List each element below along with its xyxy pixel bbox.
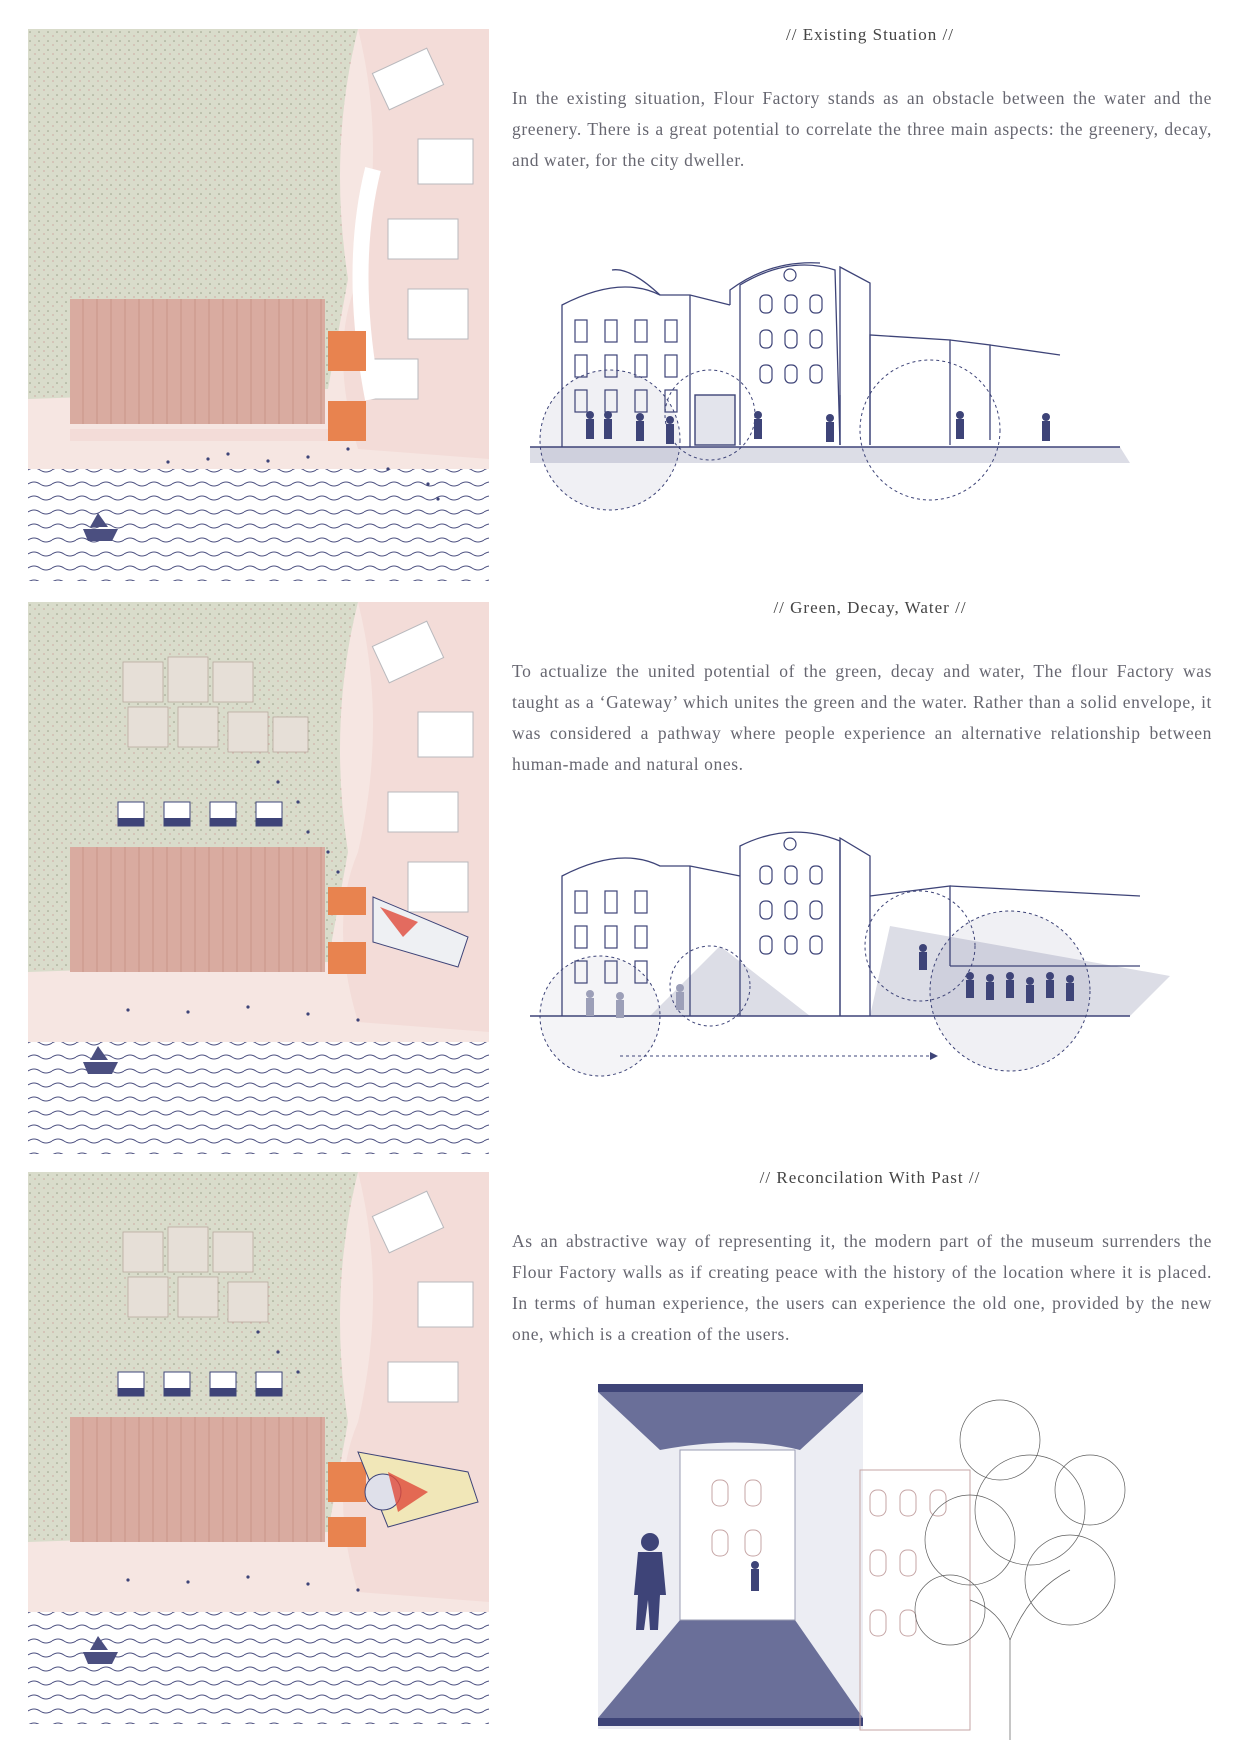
section-title: // Existing Stuation // — [786, 25, 954, 44]
section-green-decay-water — [0, 598, 1241, 1158]
section-body: In the existing situation, Flour Factory stands as an obstacle between the water and the greenery. There is a great potential to correlate the three main aspects: the greenery, decay, and water, for the city dweller. — [512, 88, 1212, 170]
site-plan-existing — [28, 29, 489, 581]
gateway-perspective-sketch — [590, 1380, 1140, 1750]
section-body: As an abstractive way of representing it, the modern part of the museum surrenders the Flour Factory walls as if creating peace with the history of the location where it is placed. In terms of human experience, the users can experience the old one, provided by the new one, which is a creation of the users. — [512, 1231, 1212, 1344]
section-existing-situation — [0, 25, 1241, 585]
section-title: // Green, Decay, Water // — [773, 598, 967, 617]
section-body: To actualize the united potential of the green, decay and water, The flour Factory was taught as a ‘Gateway’ which unites the green and the water. Rather than a solid envelope, it was considered a pathway where people experience an alternative relationship between human-made and natural ones. — [512, 661, 1212, 774]
site-plan-gateway — [28, 602, 489, 1154]
site-plan-museum — [28, 1172, 489, 1724]
section-reconciliation — [0, 1168, 1241, 1728]
gateway-elevation-sketch — [530, 826, 1170, 1126]
street-elevation-sketch — [530, 255, 1150, 545]
section-title: // Reconcilation With Past // — [759, 1168, 981, 1187]
